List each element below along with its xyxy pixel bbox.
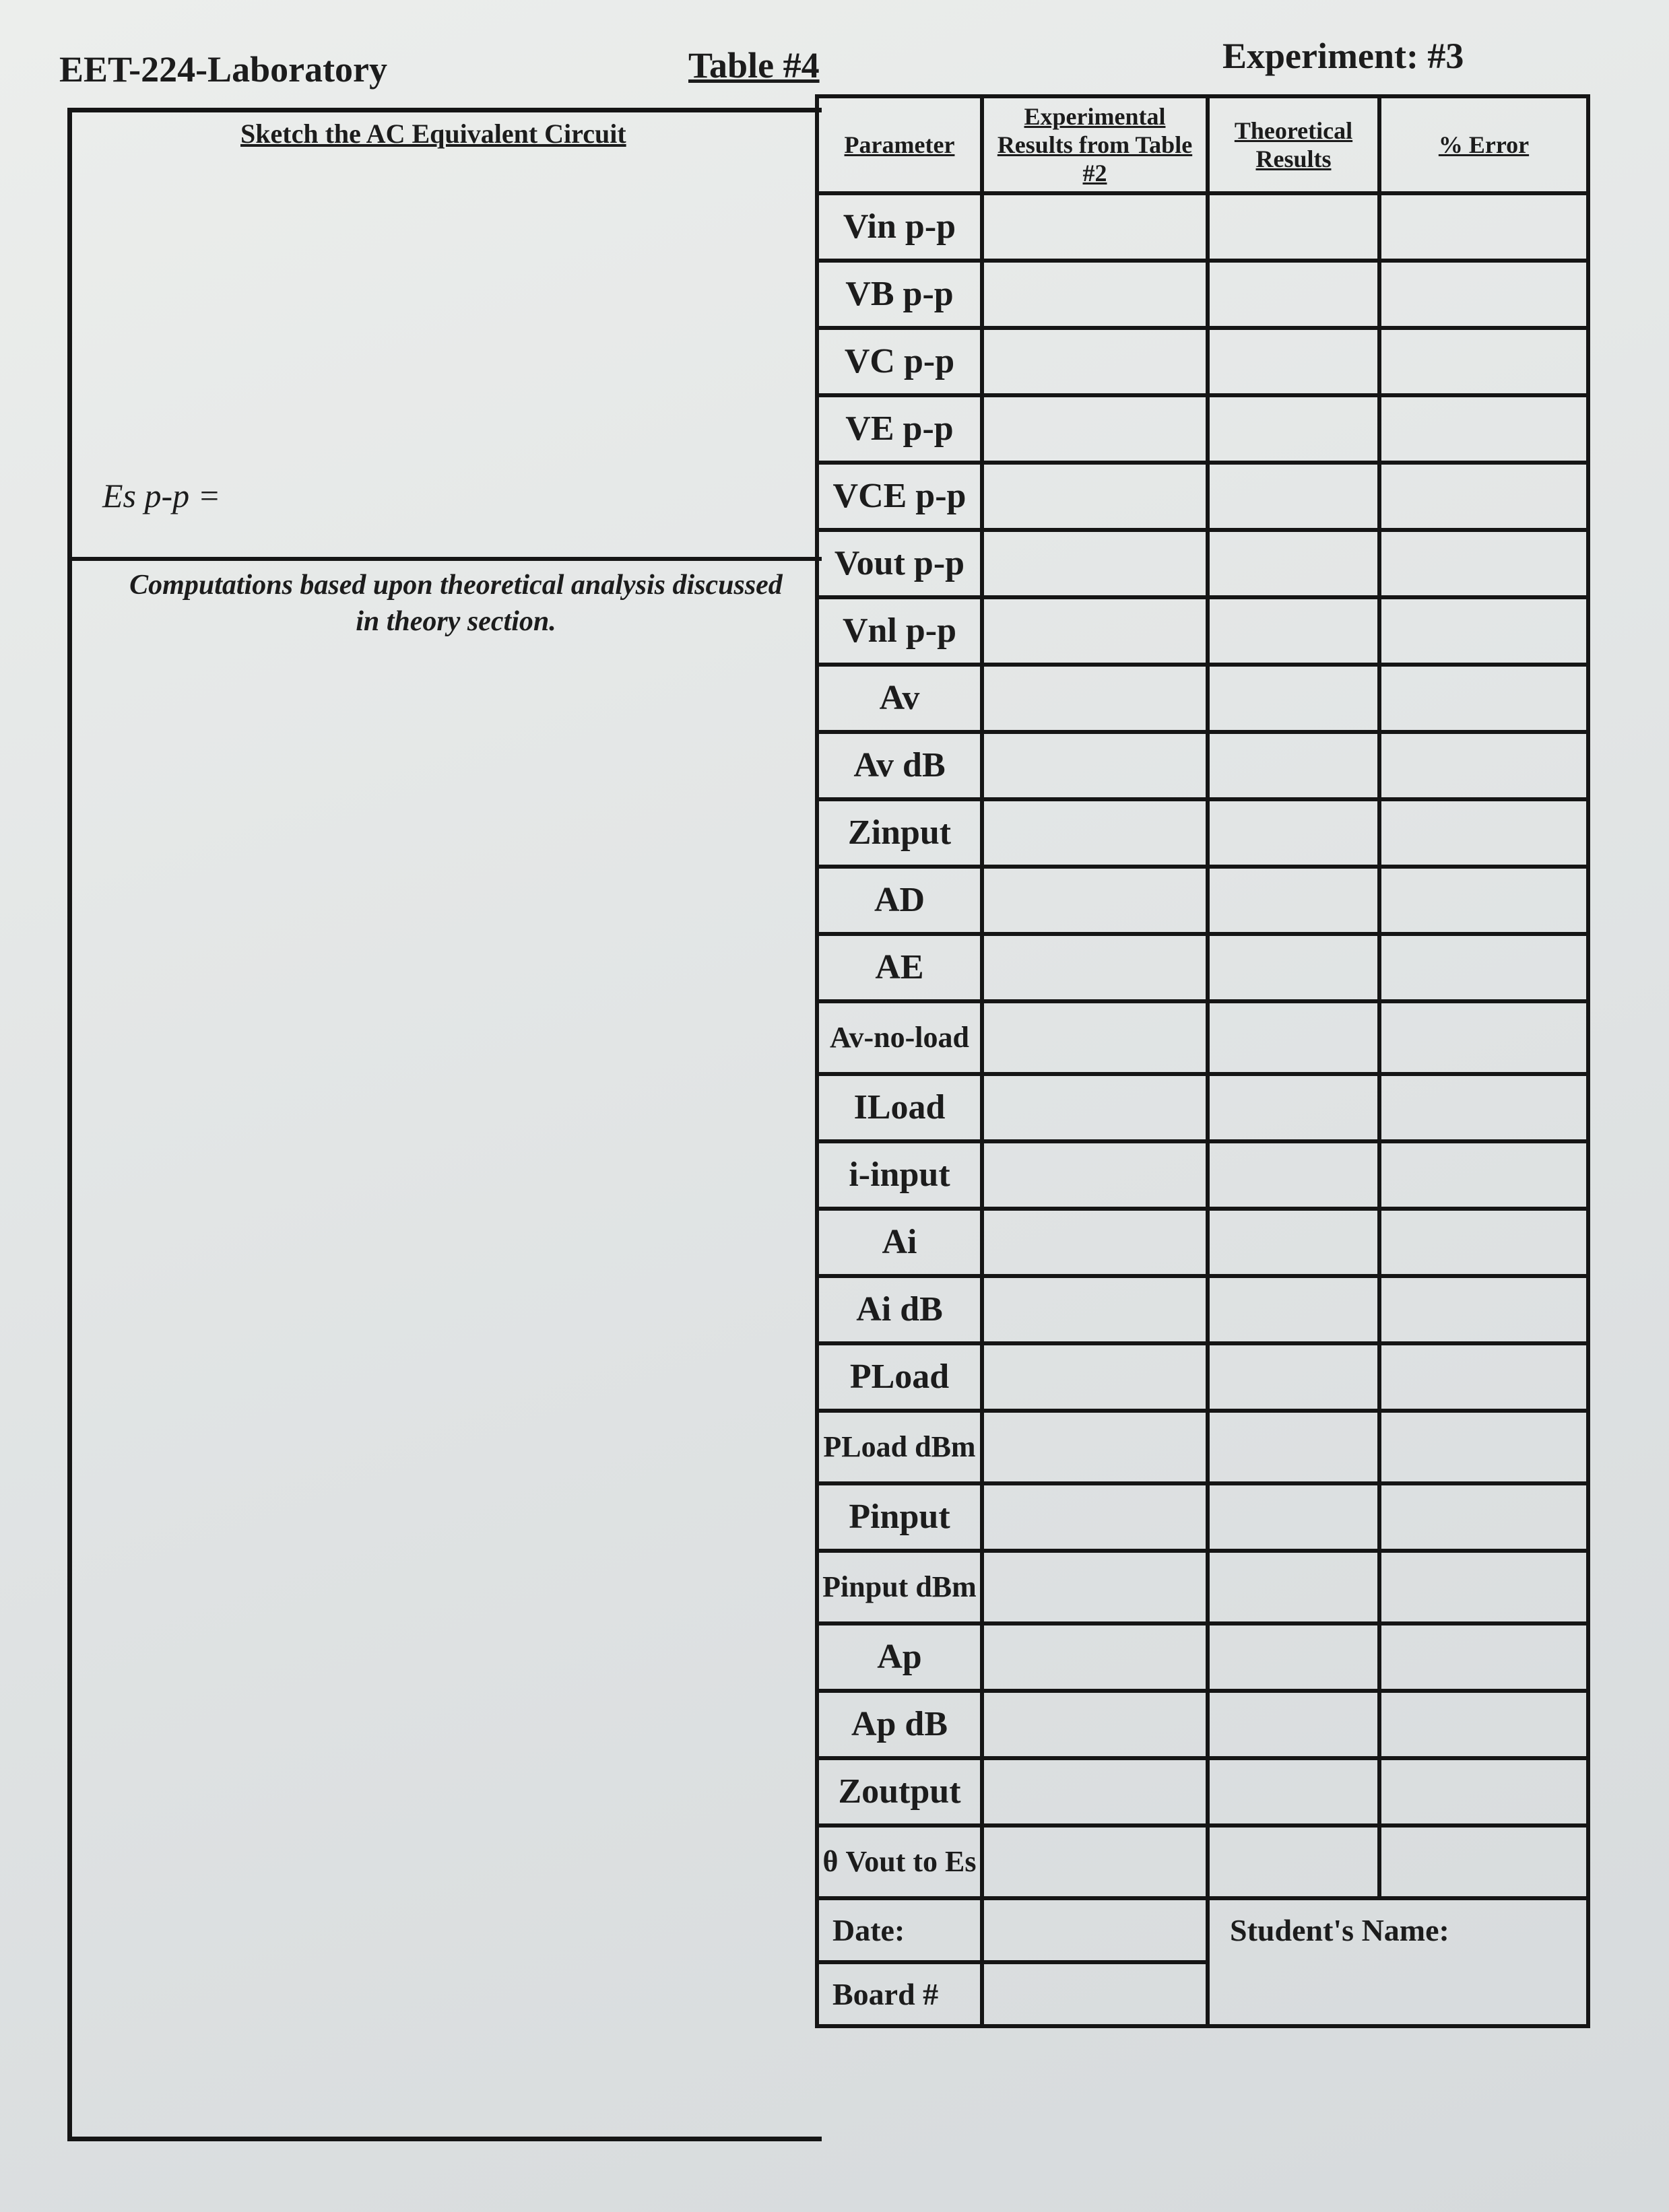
theoretical-cell[interactable] <box>1208 1074 1379 1141</box>
date-label: Date: <box>817 1898 982 1962</box>
table-row <box>817 1483 1588 1551</box>
table-row <box>817 867 1588 934</box>
parameter-label: Ap dB <box>817 1691 982 1758</box>
column-header: Parameter <box>817 96 982 193</box>
left-panel <box>67 108 822 2141</box>
theoretical-cell[interactable] <box>1208 1343 1379 1411</box>
theoretical-cell[interactable] <box>1208 934 1379 1001</box>
experimental-cell[interactable] <box>982 1276 1208 1343</box>
error-cell[interactable] <box>1379 597 1588 665</box>
board-field[interactable] <box>982 1962 1208 2026</box>
parameter-label: ILoad <box>817 1074 982 1141</box>
theoretical-cell[interactable] <box>1208 799 1379 867</box>
parameter-label: AD <box>817 867 982 934</box>
experimental-cell[interactable] <box>982 934 1208 1001</box>
parameter-label: Ai <box>817 1209 982 1276</box>
column-header: Experimental Results from Table #2 <box>982 96 1208 193</box>
experimental-cell[interactable] <box>982 1758 1208 1825</box>
error-cell[interactable] <box>1379 1343 1588 1411</box>
experimental-cell[interactable] <box>982 193 1208 261</box>
table-row <box>817 1411 1588 1483</box>
table-row <box>817 1758 1588 1825</box>
lab-title: EET-224-Laboratory <box>59 49 388 90</box>
error-cell[interactable] <box>1379 732 1588 799</box>
error-cell[interactable] <box>1379 1691 1588 1758</box>
theoretical-cell[interactable] <box>1208 395 1379 463</box>
error-cell[interactable] <box>1379 328 1588 395</box>
table-number: Table #4 <box>688 45 820 86</box>
theoretical-cell[interactable] <box>1208 597 1379 665</box>
table-row <box>817 1141 1588 1209</box>
table-row <box>817 1623 1588 1691</box>
error-cell[interactable] <box>1379 1411 1588 1483</box>
student-name-label: Student's Name: <box>1230 1913 1449 1947</box>
date-row <box>817 1898 1588 1962</box>
table-row <box>817 1001 1588 1074</box>
parameter-label: VCE p-p <box>817 463 982 530</box>
table-row <box>817 1074 1588 1141</box>
theoretical-cell[interactable] <box>1208 261 1379 328</box>
theoretical-cell[interactable] <box>1208 1001 1379 1074</box>
table-row <box>817 1551 1588 1623</box>
parameter-label: VB p-p <box>817 261 982 328</box>
es-label: Es p-p = <box>102 477 221 514</box>
experimental-cell[interactable] <box>982 1411 1208 1483</box>
theoretical-cell[interactable] <box>1208 732 1379 799</box>
error-cell[interactable] <box>1379 1483 1588 1551</box>
theoretical-cell[interactable] <box>1208 530 1379 597</box>
experimental-cell[interactable] <box>982 1141 1208 1209</box>
parameter-label: i-input <box>817 1141 982 1209</box>
experimental-cell[interactable] <box>982 395 1208 463</box>
table-header-row <box>817 96 1588 193</box>
table-row <box>817 1825 1588 1898</box>
parameter-label: Zoutput <box>817 1758 982 1825</box>
parameter-label: θ Vout to Es <box>817 1825 982 1898</box>
experimental-cell[interactable] <box>982 1825 1208 1898</box>
parameter-label: Ai dB <box>817 1276 982 1343</box>
theoretical-cell[interactable] <box>1208 1691 1379 1758</box>
parameter-label: Vnl p-p <box>817 597 982 665</box>
experimental-cell[interactable] <box>982 867 1208 934</box>
theoretical-cell[interactable] <box>1208 1209 1379 1276</box>
theoretical-cell[interactable] <box>1208 665 1379 732</box>
experimental-cell[interactable] <box>982 1691 1208 1758</box>
error-cell[interactable] <box>1379 1276 1588 1343</box>
parameter-label: Pinput dBm <box>817 1551 982 1623</box>
table-row <box>817 597 1588 665</box>
experimental-cell[interactable] <box>982 463 1208 530</box>
error-cell[interactable] <box>1379 1074 1588 1141</box>
experimental-cell[interactable] <box>982 799 1208 867</box>
parameter-label: Av dB <box>817 732 982 799</box>
parameter-label: VE p-p <box>817 395 982 463</box>
error-cell[interactable] <box>1379 463 1588 530</box>
error-cell[interactable] <box>1379 1825 1588 1898</box>
parameter-label: Zinput <box>817 799 982 867</box>
experimental-cell[interactable] <box>982 530 1208 597</box>
column-header: Theoretical Results <box>1208 96 1379 193</box>
sketch-area[interactable] <box>72 112 822 561</box>
theoretical-cell[interactable] <box>1208 193 1379 261</box>
error-cell[interactable] <box>1379 1758 1588 1825</box>
theoretical-cell[interactable] <box>1208 1758 1379 1825</box>
error-cell[interactable] <box>1379 193 1588 261</box>
theoretical-cell[interactable] <box>1208 1141 1379 1209</box>
experimental-cell[interactable] <box>982 1343 1208 1411</box>
experimental-cell[interactable] <box>982 1209 1208 1276</box>
student-name-field[interactable] <box>1208 1898 1588 2026</box>
error-cell[interactable] <box>1379 530 1588 597</box>
parameter-label: Vout p-p <box>817 530 982 597</box>
error-cell[interactable] <box>1379 1001 1588 1074</box>
theoretical-cell[interactable] <box>1208 328 1379 395</box>
computations-note: Computations based upon theoretical analysis discussed in theory section. <box>129 570 783 637</box>
theoretical-cell[interactable] <box>1208 463 1379 530</box>
column-header: % Error <box>1379 96 1588 193</box>
theoretical-cell[interactable] <box>1208 1551 1379 1623</box>
experimental-cell[interactable] <box>982 597 1208 665</box>
table-row <box>817 463 1588 530</box>
table-row <box>817 1276 1588 1343</box>
results-table-wrap <box>815 94 1586 2028</box>
error-cell[interactable] <box>1379 1623 1588 1691</box>
error-cell[interactable] <box>1379 395 1588 463</box>
error-cell[interactable] <box>1379 1209 1588 1276</box>
table-row <box>817 395 1588 463</box>
sketch-heading: Sketch the AC Equivalent Circuit <box>240 119 626 149</box>
theoretical-cell[interactable] <box>1208 867 1379 934</box>
parameter-label: PLoad <box>817 1343 982 1411</box>
parameter-label: Av <box>817 665 982 732</box>
error-cell[interactable] <box>1379 867 1588 934</box>
error-cell[interactable] <box>1379 1551 1588 1623</box>
experimental-cell[interactable] <box>982 328 1208 395</box>
experiment-label: Experiment: #3 <box>1222 36 1464 76</box>
parameter-label: Av-no-load <box>817 1001 982 1074</box>
theoretical-cell[interactable] <box>1208 1825 1379 1898</box>
experimental-cell[interactable] <box>982 1551 1208 1623</box>
theoretical-cell[interactable] <box>1208 1411 1379 1483</box>
experimental-cell[interactable] <box>982 1074 1208 1141</box>
experimental-cell[interactable] <box>982 1001 1208 1074</box>
parameter-label: Ap <box>817 1623 982 1691</box>
experimental-cell[interactable] <box>982 732 1208 799</box>
experimental-cell[interactable] <box>982 261 1208 328</box>
table-row <box>817 328 1588 395</box>
parameter-label: Pinput <box>817 1483 982 1551</box>
table-footer <box>817 1898 1588 2026</box>
table-row <box>817 799 1588 867</box>
error-cell[interactable] <box>1379 1141 1588 1209</box>
error-cell[interactable] <box>1379 665 1588 732</box>
error-cell[interactable] <box>1379 261 1588 328</box>
experimental-cell[interactable] <box>982 665 1208 732</box>
table-row <box>817 732 1588 799</box>
parameter-label: VC p-p <box>817 328 982 395</box>
table-row <box>817 193 1588 261</box>
table-row <box>817 1343 1588 1411</box>
theoretical-cell[interactable] <box>1208 1483 1379 1551</box>
table-row <box>817 1209 1588 1276</box>
parameter-label: PLoad dBm <box>817 1411 982 1483</box>
table-body <box>817 193 1588 1898</box>
date-field[interactable] <box>982 1898 1208 1962</box>
experimental-cell[interactable] <box>982 1483 1208 1551</box>
parameter-label: AE <box>817 934 982 1001</box>
table-row <box>817 261 1588 328</box>
results-table <box>815 94 1590 2028</box>
table-row <box>817 665 1588 732</box>
theoretical-cell[interactable] <box>1208 1623 1379 1691</box>
table-row <box>817 530 1588 597</box>
error-cell[interactable] <box>1379 934 1588 1001</box>
table-row <box>817 934 1588 1001</box>
theoretical-cell[interactable] <box>1208 1276 1379 1343</box>
parameter-label: Vin p-p <box>817 193 982 261</box>
experimental-cell[interactable] <box>982 1623 1208 1691</box>
error-cell[interactable] <box>1379 799 1588 867</box>
board-label: Board # <box>817 1962 982 2026</box>
table-row <box>817 1691 1588 1758</box>
